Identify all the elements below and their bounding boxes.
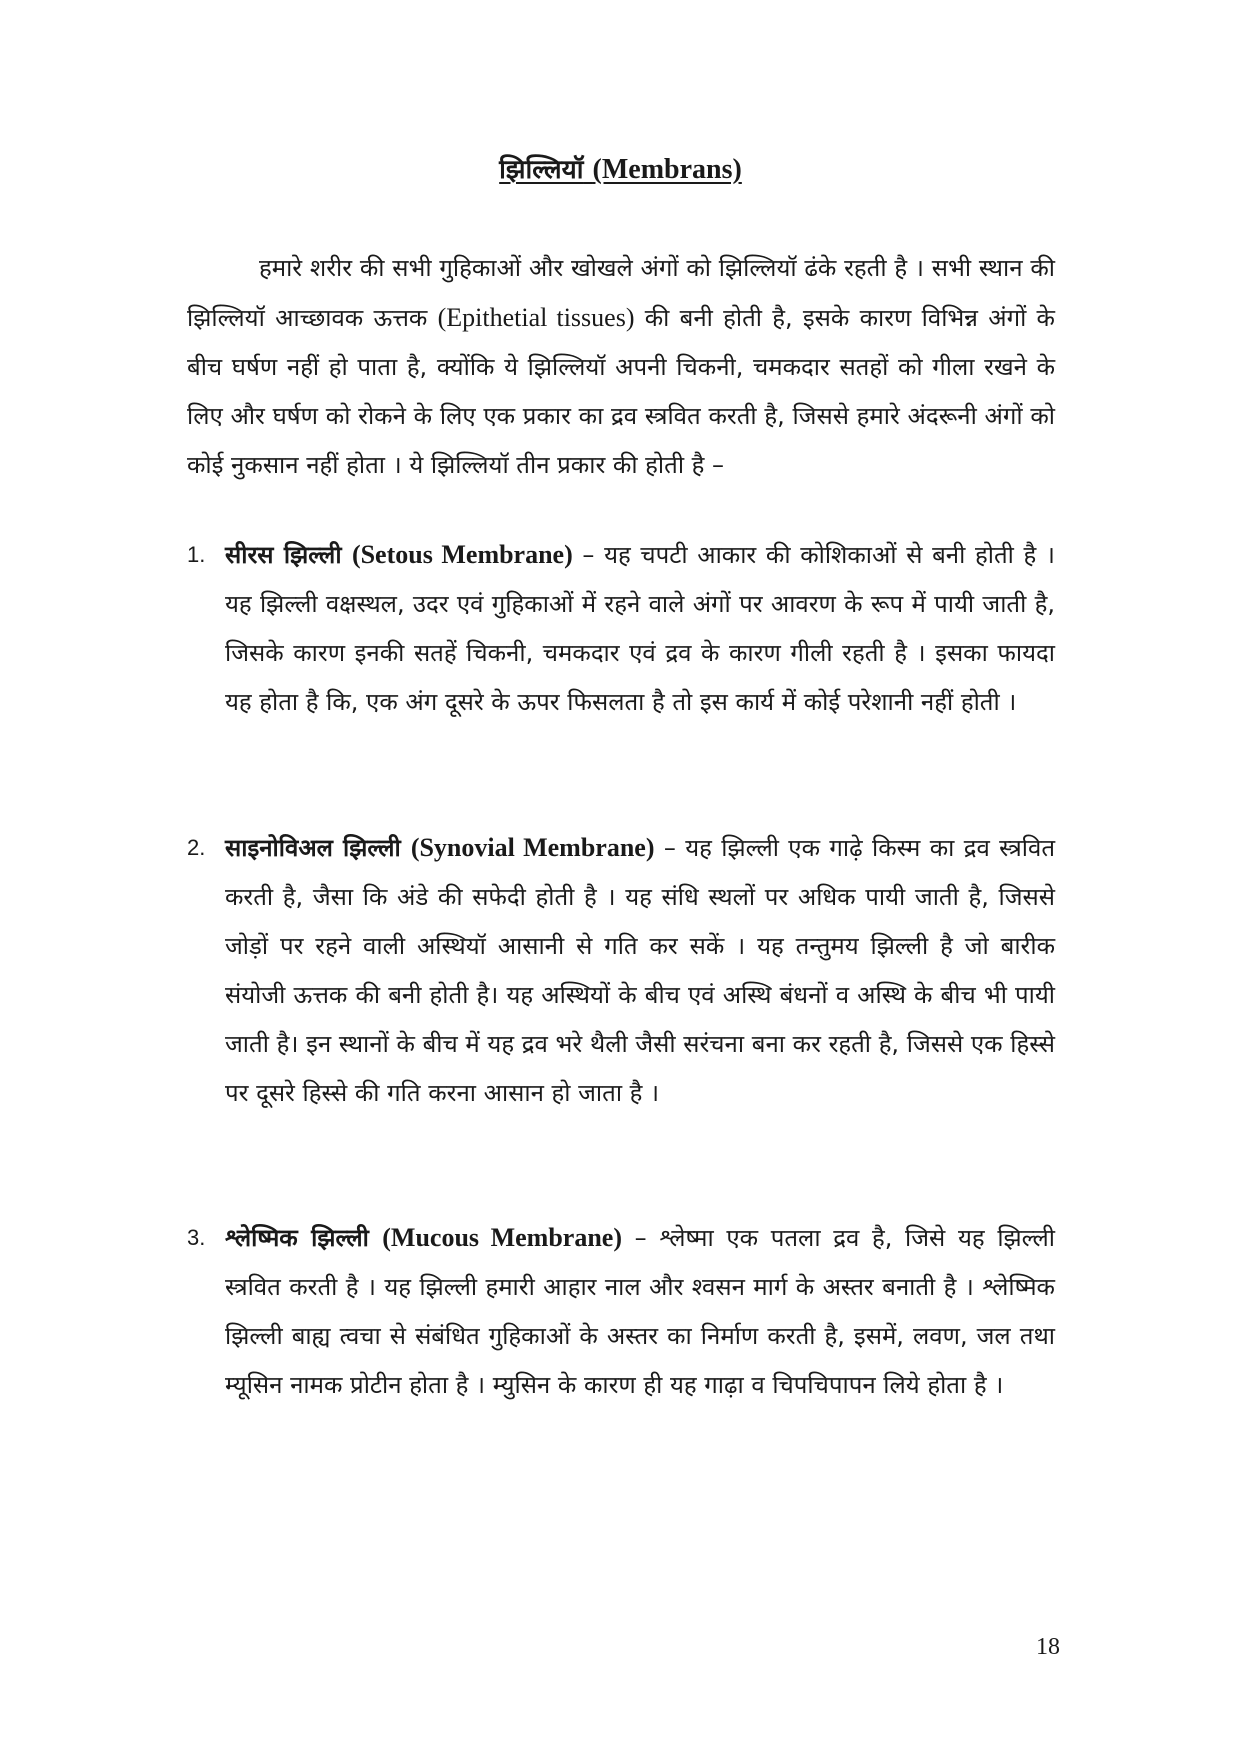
intro-paragraph [187,244,1055,490]
page-title [0,150,1241,186]
list-item-number: 2. [187,835,206,860]
list-item-title [225,834,654,862]
intro-english-term: (Epithetial tissues) [437,303,635,332]
list-item-title-hindi: श्लेष्मिक झिल्ली [225,1224,369,1252]
list-item-mucous [187,1213,1055,1410]
list-item-title-hindi: साइनोविअल झिल्ली [225,834,401,862]
list-item-body [225,530,1055,727]
page-title-hindi: झिल्लियॉ [499,155,584,185]
intro-text-before: हमारे शरीर की सभी गुहिकाओं और खोखले अंगों को झिल्लियॉ ढंके रहती है । सभी स्थान की झिल्लियॉ आच्छावक ऊत्तक [187,254,1055,332]
intro-text-after: की बनी होती है, इसके कारण विभिन्न अंगों के बीच घर्षण नहीं हो पाता है, क्योंकि ये झिल्लियॉ अपनी चिकनी, चमकदार सतहों को गीला रखने के लिए और घर्षण को रोकने के लिए एक प्रकार का द्रव स्त्रवित करती है, जिससे हमारे अंदरूनी अंगों को कोई नुकसान नहीं होता । ये झिल्लियॉ तीन प्रकार की होती है – [187,304,1055,479]
list-item-number: 3. [187,1225,206,1250]
page-number: 18 [1036,1634,1060,1660]
list-item-text: – यह झिल्ली एक गाढ़े किस्म का द्रव स्त्रवित करती है, जैसा कि अंडे की सफेदी होती है । यह संधि स्थलों पर अधिक पायी जाती है, जिससे जोड़ों पर रहने वाली अस्थियॉ आसानी से गति कर सकें । यह तन्तुमय झिल्ली है जो बारीक संयोजी ऊत्तक की बनी होती है। यह अस्थियों के बीच एवं अस्थि बंधनों व अस्थि के बीच भी पायी जाती है। इन स्थानों के बीच में यह द्रव भरे थैली जैसी सरंचना बना कर रहती है, जिससे एक हिस्से पर दूसरे हिस्से की गति करना आसान हो जाता है । [225,834,1055,1107]
list-item-title-english: (Mucous Membrane) [382,1223,622,1252]
list-item-title [225,1224,622,1252]
list-item-number: 1. [187,542,206,567]
list-item-serous [187,530,1055,727]
list-item-title-english: (Setous Membrane) [351,540,573,569]
list-item-body [225,1213,1055,1410]
list-item-text: – श्लेष्मा एक पतला द्रव है, जिसे यह झिल्ली स्त्रवित करती है । यह झिल्ली हमारी आहार नाल और श्वसन मार्ग के अस्तर बनाती है । श्लेष्मिक झिल्ली बाह्य त्वचा से संबंधित गुहिकाओं के अस्तर का निर्माण करती है, इसमें, लवण, जल तथा म्यूसिन नामक प्रोटीन होता है । म्युसिन के कारण ही यह गाढ़ा व चिपचिपापन लिये होता है । [225,1224,1055,1399]
list-item-body [225,823,1055,1118]
list-item-title-hindi: सीरस झिल्ली [225,541,342,569]
list-item-text: – यह चपटी आकार की कोशिकाओं से बनी होती है । यह झिल्ली वक्षस्थल, उदर एवं गुहिकाओं में रहने वाले अंगों पर आवरण के रूप में पायी जाती है, जिसके कारण इनकी सतहें चिकनी, चमकदार एवं द्रव के कारण गीली रहती है । इसका फायदा यह होता है कि, एक अंग दूसरे के ऊपर फिसलता है तो इस कार्य में कोई परेशानी नहीं होती । [225,541,1055,716]
list-item-title-english: (Synovial Membrane) [410,833,655,862]
list-item-title [225,541,573,569]
page-title-english: (Membrans) [592,154,742,185]
list-item-synovial [187,823,1055,1118]
